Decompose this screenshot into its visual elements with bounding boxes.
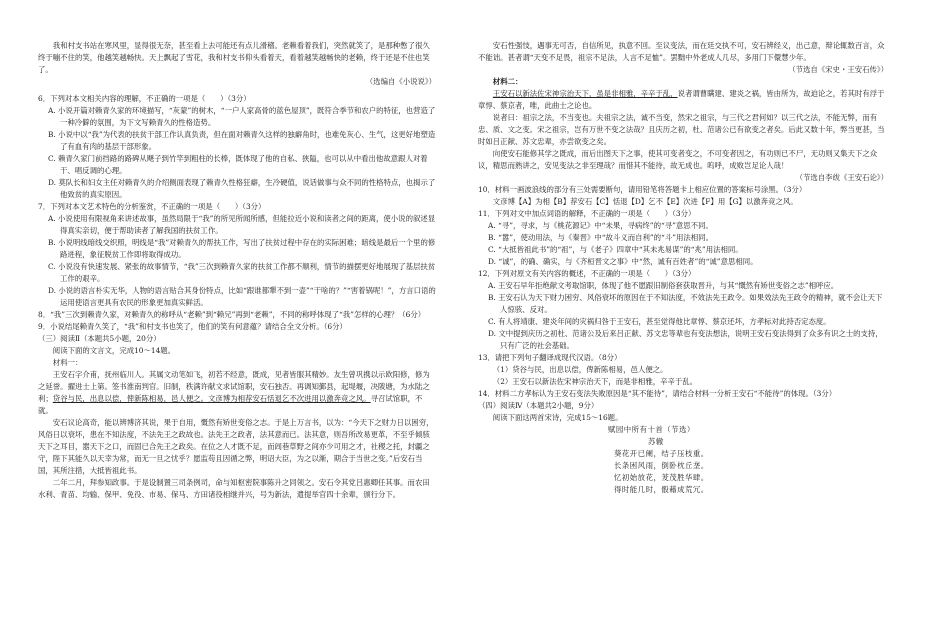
section-4-instructions: 阅读下面这两首宋诗，完成15～16题。 xyxy=(492,413,623,422)
left-column xyxy=(38,40,436,501)
section-3-instructions: 阅读下面的文言文，完成10～14题。 xyxy=(52,346,176,355)
material-1-paragraph-3: 二年二月，拜参知政事。于是设制置三司条例司，命与知枢密院事陈升之同领之。安石令其党吕惠卿任其事。而农田水利、青苗、均输、保甲、免役、市易、保马、方田诸役相继并兴，号为新法，遣提举官四十余辈，颁行分下。 xyxy=(38,478,430,499)
material-1-label: 材料一： xyxy=(52,358,83,367)
question-7: 7．下列对本文艺术特色的分析鉴赏，不正确的一项是（ ）（3分） xyxy=(38,202,266,211)
m2p1-text: 说者谓曹瞒建、建炎之祸，皆由所为，故迫论之，若其时有浮于章惇、蔡京者，唯，此曲士之论也。 xyxy=(478,89,885,110)
poem-line: 葵花开已阑，结子压枝重。 xyxy=(614,449,709,458)
source-note: （选编自《小说说》） xyxy=(365,77,436,86)
material-1-paragraph-1 xyxy=(38,369,436,417)
question-10: 10．材料一画波浪线的部分有三处需要断句，请用铅笔将答题卡上相应位置的答案标号涂黑。（3分） xyxy=(478,185,807,194)
q11-option-b: B. “嚣”，使动用法，与《秦晋》中“故斗义而自利”的“斗”用法相同。 xyxy=(488,233,713,242)
story-ending-paragraph: 我和村支书站在寒风里，显得很无奈，甚至看上去可能还有点儿滑稽。老赖看着我们，突然就笑了，是那种憋了很久终于嘣不住的笑，他越笑越畅快。天上飘起了雪花，我和村支书仰头看着天，看着越笑越畅快的老赖，终于还是不住也笑了。 xyxy=(38,41,430,74)
m1p1-underlined-sentence: 贷谷与民，出息以偿，俾新陈相易，邑人便之。 xyxy=(52,394,209,403)
q7-option-b: B. 小说明线暗线交织照，明线是“我”对赖青久的帮扶工作，写出了扶贫过程中存在的实际困难；暗线是最后一个里的修路进程，象征脱贫工作即将取得成功。 xyxy=(48,238,436,259)
q11-option-c: C. “大抵皆祖此书”的“祖”，与《老子》四章中“其未兆易谋”的“兆”用法相同。 xyxy=(488,245,743,254)
q11-option-a: A. “寻”，寻求，与《桃花源记》中“未果，寻病终”的“寻”意思不同。 xyxy=(488,221,713,230)
right-column xyxy=(478,40,888,496)
q6-option-c: C. 赖青久家门前挡路的路碑从飓子到竹竿到粗柱的长棒，既体现了他的自私、狭隘，也可以从中看出他故意跟人对着干、唱反调的心理。 xyxy=(48,154,428,175)
question-6: 6．下列对本文相关内容的理解，不正确的一项是（ ）（3分） xyxy=(38,94,251,103)
poem-block xyxy=(478,424,888,496)
material-2-paragraph-3: 向使安石能修其学之既成，而后出图天下之事，使其可变者变之，不可变者因之，有功则已不尸，无功则又集天下之众议，精思而熟讲之，安见变法之非至理哉？而惜其不能待，故无成也。呜呼，成败岂足论人哉！ xyxy=(478,149,878,170)
q7-option-c: C. 小说没有快速发展、紧张的故事情节，“我”三次到赖青久家的扶贫工作都不顺利，情节的描摆更好地展现了基层扶贫工作的艰辛。 xyxy=(48,262,436,283)
section-4-heading: （四）阅读Ⅳ（本题共2小题，9分） xyxy=(478,401,599,410)
poem-author: 苏辙 xyxy=(648,437,664,446)
question-9: 9．小说结尾赖青久笑了，“我”和村支书也笑了，他们的笑有何意蕴？请结合全文分析。（6分） xyxy=(38,322,347,331)
q7-option-a: A. 小说使用有限视角来讲述故事，虽然局限于“我”的所见所闻所感，但能拉近小说和读者之间的距离，使小说的叙述显得真实亲切，便于帮助读者了解我国的扶贫工作。 xyxy=(48,214,436,235)
poem-line: 得时能几时，骰藉成荒冗。 xyxy=(614,485,709,494)
question-11: 11．下列对文中加点词语的解释，不正确的一项是（ ）（3分） xyxy=(478,209,696,218)
material-2-paragraph-1 xyxy=(478,88,888,112)
material-2-paragraph-2: 说者曰：祖宗之法，不当变也。夫祖宗之法，诚不当变，然宋之祖宗，与三代之君何如？以三代之法，不能无弊，而有忠、质、文之变。宋之祖宗，岂有万世不变之法哉？且庆历之初，杜、范诸公已有欲变之者矣。后此又数十年，弊当更甚，当时如吕正献、苏文忠辈，亦尝欲变之矣。 xyxy=(478,113,885,146)
q6-option-b: B. 小说中以“我”为代表的扶贫干部工作认真负责，但在面对赖青久这样的独癖角时，也难免灰心、生气，这更好地塑造了有血有肉的基层干部形象。 xyxy=(48,130,436,151)
poem-line: 忆初始放花，茇茂胜华肆。 xyxy=(614,473,709,482)
source-note-2: （节选自《宋史・王安石传》） xyxy=(788,65,888,74)
m1p1-wavy-sentence: 文彦博为相荐安石恬退乞不次进用以激奔竞之风。 xyxy=(208,394,371,403)
question-8: 8．“我”三次到赖青久家，对赖青久的称呼从“老赖”到“赖兄”再到“老赖”，不同的称呼体现了“我”怎样的心理？（6分） xyxy=(38,310,426,319)
material-2-label: 材料二： xyxy=(492,77,523,86)
m1p1-text-b: 寻召试馆职，不就。 xyxy=(38,394,423,415)
material-1-paragraph-4: 安石性强忮，遇事无可否，自信所见，执意不回。至议变法，而在廷交执不可，安石辨经义，出己意，辩论辄数百言，众不能诎。甚者谓“天变不足畏，祖宗不足法，人言不足恤”。罢黜中外老成人几尽，多用门下儇慧少年。 xyxy=(478,41,885,62)
m1p1-text-a: 王安石字介甫，抚州临川人。其属文动笔如飞，初若不经意，既成，见者皆服其精妙。友生曾巩携以示欧阳修，修为之延誉。擢进士上第。签书淮南判官。旧制，秩满许献文求试馆职，安石独否。再调知鄞县，起堤堰，决陂塘，为水陆之利； xyxy=(38,370,430,403)
q11-option-d: D. “诚”，的确、确实，与《齐桓晋文之事》中“然，诚有百姓者”的“诚”意思相同。 xyxy=(488,257,758,266)
q7-option-d: D. 小说的语言朴实无华，人物的语言贴合其身份特点，比如“跟谁都犟不到一壶”“干啥的？”“害着锅呢！”，方言口语的运用使语言更具有农民的形象更加真实鲜活。 xyxy=(48,286,436,307)
q13-item-2: （2）王安石以新法佐宋神宗治天下，而是非相雅，辛辛于乱。 xyxy=(492,377,698,386)
q13-item-1: （1）贷谷与民，出息以偿，俾新陈相易，邑人便之。 xyxy=(492,365,668,374)
q12-option-b: B. 王安石认为天下财力困穷、风俗衰坏的原因在于不知法度，不效法先王政令。如果效法先王政令的精神，就不会让天下人惊骇、反对。 xyxy=(488,293,883,314)
question-13: 13．请把下列句子翻译成现代汉语。（8分） xyxy=(478,353,622,362)
q10-sentence: 文彦博【A】为相【B】荐安石【C】恬退【D】乞不【E】次进【F】用【G】以激奔竞之风。 xyxy=(492,197,798,206)
source-note-3: （节选自李绂《王安石论》） xyxy=(795,173,888,182)
question-12: 12．下列对原文有关内容的概述，不正确的一项是（ ）（3分） xyxy=(478,269,696,278)
poem-line: 长条困风雨，倒卧枕丘垄。 xyxy=(614,461,709,470)
q6-option-a: A. 小说开篇对赖青久家的环境描写，“灰蒙”的树木，“一户人家高骨的蓝色屋顶”，既符合季节和农户的特征，也营造了一种冷僻的氛围，为下文写赖青久的性格造势。 xyxy=(48,106,436,127)
material-1-paragraph-2: 安石议论高奇，能以辨博济其说，果于自用，慨然有矫世变俗之志。于是上万言书，以为：“今天下之财力日以困穷，风俗日以衰坏，患在不知法度，不法先王之政故也。法先王之政者，法其意而已。法其意，则吾所改易更革，不至乎倾骇天下之耳目，嚣天下之口，而固已合先王之政矣。在位之人才既不足，而闾巷草野之间亦少可用之才，社稷之托，封疆之守，陛下其能久以天幸为常，而无一旦之忧乎？愿监苟且因循之弊，明诏大臣，为之以渐，期合于当世之变。”后安石当国，其所注措，大抵皆祖此书。 xyxy=(38,418,434,475)
section-3-heading: （三）阅读Ⅱ（本题共5小题，20分） xyxy=(38,334,161,343)
q6-option-d: D. 莫队长和妇女主任对赖青久的介绍侧面表现了赖青久性格狂癖，生冷硬值，说话做事与众不同的性格特点，也揭示了他致贫的真实原因。 xyxy=(48,178,436,199)
q12-option-a: A. 王安石早年拒绝献文考取馆职，体现了他不愿跟旧制俗套获取晋升，与其“慨然有矫世变俗之志”相呼应。 xyxy=(488,281,839,290)
question-14: 14．材料二方孝标认为王安石变法失败原因是“其不能待”，请结合材料一分析王安石“不能待”的体现。（3分） xyxy=(478,389,837,398)
poem-title: 赋园中所有十首（节选） xyxy=(608,425,695,434)
m2p1-underlined-sentence: 王安石以新法佐宋神宗治天下，虽是非相雅，辛辛于乱， xyxy=(492,89,678,98)
q12-option-c: C. 有人将靖康、建炎年间的灾祸归咎于王安石，甚至觉得他比章惇、蔡京还坏，方孝标对此持否定态度。 xyxy=(488,317,831,326)
q12-option-d: D. 文中提到庆历之初杜、范诸公及后来吕正献、苏文忠等辈也有变法想法，说明王安石变法得到了众多有识之士的支持，只有广泛的社会基础。 xyxy=(488,329,883,350)
